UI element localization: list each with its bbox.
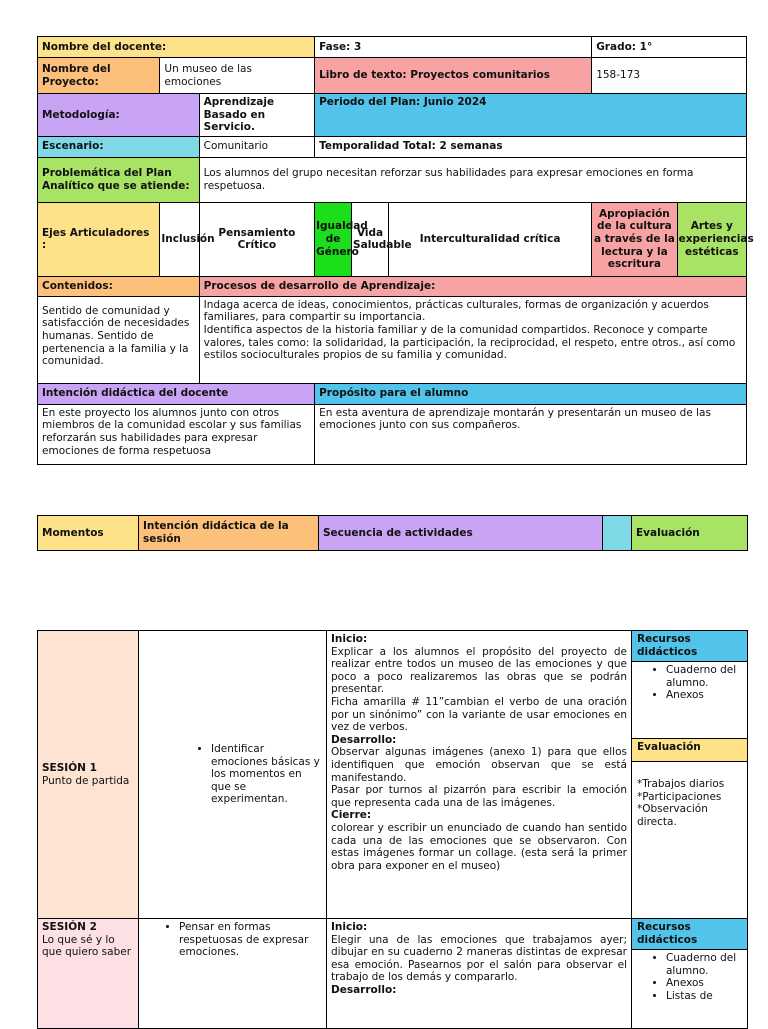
sesion1-secuencia [327, 631, 632, 919]
procesos-p1: Indaga acerca de ideas, conocimientos, prácticas culturales, formas de organización y acuerdos familiares, para compartir su importancia. [203, 298, 709, 324]
temporalidad-label: Temporalidad Total: 2 semanas [315, 136, 747, 157]
momentos-header-table [37, 515, 748, 551]
momentos-header: Momentos [38, 516, 139, 551]
plan-table [37, 36, 754, 465]
sesion1-recursos-label: Recursos didácticos [632, 631, 747, 662]
sesion1-eval-line: *Observación directa. [637, 803, 708, 828]
sesion2-title: SESIÓN 2 [42, 921, 97, 933]
sesion2-recurso-item: • Cuaderno del alumno. [666, 952, 742, 977]
ejes-label: Ejes Articuladores : [38, 202, 160, 276]
sesion2-recurso-item: • Listas de [666, 990, 742, 1003]
eje-inclusion: Inclusión [160, 202, 199, 276]
sesion1-inicio-label: Inicio: [331, 633, 368, 645]
contenidos-label: Contenidos: [38, 276, 200, 296]
problematica-label: Problemática del Plan Analítico que se atiende: [38, 157, 200, 202]
eje-vida-saludable: Vida Saludable [352, 202, 389, 276]
metodologia-value: Aprendizaje Basado en Servicio. [199, 94, 314, 137]
eje-igualdad-genero: Igualdad de Género [315, 202, 352, 276]
sesion1-momento [38, 631, 139, 919]
eje-pensamiento-critico: Pensamiento Crítico [199, 202, 314, 276]
secuencia-header: Secuencia de actividades [319, 516, 603, 551]
sesion1-inicio-p1: Explicar a los alumnos el propósito del proyecto de realizar entre todos un museo de las emociones y que poco a poco realizaremos las obras que se podrán presentar. [331, 645, 627, 696]
sesion1-cierre-label: Cierre: [331, 809, 372, 822]
sesion1-intencion-item: • Identificar emociones básicas y los momentos en que se experimentan. [211, 743, 322, 806]
escenario-value: Comunitario [199, 136, 314, 157]
eje-apropiacion-cultura: Apropiación de la cultura a través de la lectura y la escritura [592, 202, 677, 276]
sesion2-evaluacion-cell [632, 919, 748, 1029]
problematica-value: Los alumnos del grupo necesitan reforzar sus habilidades para expresar emociones en forma respetuosa. [199, 157, 746, 202]
eje-interculturalidad: Interculturalidad crítica [388, 202, 591, 276]
eje-artes: Artes y experiencias estéticas [677, 202, 746, 276]
sesion1-eval-line: *Trabajos diarios [637, 778, 725, 790]
sesion2-eval-inner [632, 919, 747, 1004]
paginas-value: 158-173 [592, 58, 747, 94]
sesion1-recurso-item: • Anexos [666, 689, 742, 702]
metodologia-label: Metodología: [38, 94, 200, 137]
sesion2-desarrollo-label: Desarrollo: [331, 983, 397, 996]
sesion2-intencion [139, 919, 327, 1029]
sesion2-secuencia [327, 919, 632, 1029]
intencion-value: En este proyecto los alumnos junto con otros miembros de la comunidad escolar y sus familias reforzarán sus habilidades para expresar emociones de forma respetuosa [38, 404, 315, 464]
libro-label: Libro de texto: Proyectos comunitarios [315, 58, 592, 94]
sesion2-momento [38, 919, 139, 1029]
sesion1-recursos-list [632, 662, 747, 739]
proyecto-label: Nombre del Proyecto: [38, 58, 160, 94]
fase-label: Fase: 3 [315, 37, 592, 58]
sesion1-intencion [139, 631, 327, 919]
sesion1-title: SESIÓN 1 [42, 761, 97, 774]
sesion1-cierre-p1: colorear y escribir un enunciado de cuando han sentido cada una de las emociones que se observaron. Con estas imágenes formar un collage. (esta será la primer obra para exponer en el museo) [331, 821, 627, 872]
sesiones-table [37, 630, 748, 1029]
sesion2-recursos-list [632, 950, 747, 1005]
sesion2-subtitle: Lo que sé y lo que quiero saber [42, 933, 132, 959]
procesos-label: Procesos de desarrollo de Aprendizaje: [199, 276, 746, 296]
contenidos-value: Sentido de comunidad y satisfacción de necesidades humanas. Sentido de pertenencia a la familia y la comunidad. [38, 296, 200, 383]
periodo-label: Periodo del Plan: Junio 2024 [315, 94, 747, 137]
escenario-label: Escenario: [38, 136, 200, 157]
sesion2-recurso-item: • Anexos [666, 977, 742, 990]
sesion1-evaluacion-cell [632, 631, 748, 919]
sesion2-intencion-item: • Pensar en formas respetuosas de expresar emociones. [179, 921, 322, 959]
procesos-value [199, 296, 746, 383]
grado-label: Grado: 1° [592, 37, 747, 58]
sesion1-eval-line: *Participaciones [637, 790, 722, 803]
sesion1-subtitle: Punto de partida [42, 774, 130, 787]
intencion-label: Intención didáctica del docente [38, 383, 315, 404]
sesion2-recursos-label: Recursos didácticos [632, 919, 747, 950]
sesion1-desarrollo-p1: Observar algunas imágenes (anexo 1) para que ellos identifiquen que emoción observan que se está manifestando. [331, 746, 627, 784]
sesion1-evaluacion-lines [632, 762, 747, 831]
sesion1-desarrollo-p2: Pasar por turnos al pizarrón para escribir la emoción que representa cada una de las imágenes. [331, 784, 627, 809]
header-spacer-cell [603, 516, 632, 551]
sesion1-evaluacion-label: Evaluación [632, 739, 747, 762]
sesion1-eval-inner [632, 631, 747, 830]
sesion1-desarrollo-label: Desarrollo: [331, 733, 397, 746]
proposito-label: Propósito para el alumno [315, 383, 747, 404]
docente-label: Nombre del docente: [38, 37, 315, 58]
sesion2-inicio-label: Inicio: [331, 921, 368, 933]
procesos-p2: Identifica aspectos de la historia familiar y de la comunidad compartidos. Reconoce y comparte valores, tales como: la solidaridad, la participación, la reciprocidad, el respeto, entre otros., así como estilos socioculturales propios de su familia y comunidad. [203, 323, 736, 362]
intencion-sesion-header: Intención didáctica de la sesión [139, 516, 319, 551]
evaluacion-header: Evaluación [632, 516, 748, 551]
sesion1-inicio-p2: Ficha amarilla # 11”cambian el verbo de una oración por un sinónimo” con la variante de usar emociones en vez de verbos. [331, 695, 627, 734]
proyecto-value: Un museo de las emociones [160, 58, 315, 94]
sesion2-inicio-p1: Elegir una de las emociones que trabajamos ayer; dibujar en su cuaderno 2 maneras distintas de expresar esa emoción. Pasearnos por el salón para observar el trabajo de los demás y compararlo. [331, 933, 627, 984]
sesion1-recurso-item: • Cuaderno del alumno. [666, 664, 742, 689]
proposito-value: En esta aventura de aprendizaje montarán y presentarán un museo de las emociones junto con sus compañeros. [315, 404, 747, 464]
